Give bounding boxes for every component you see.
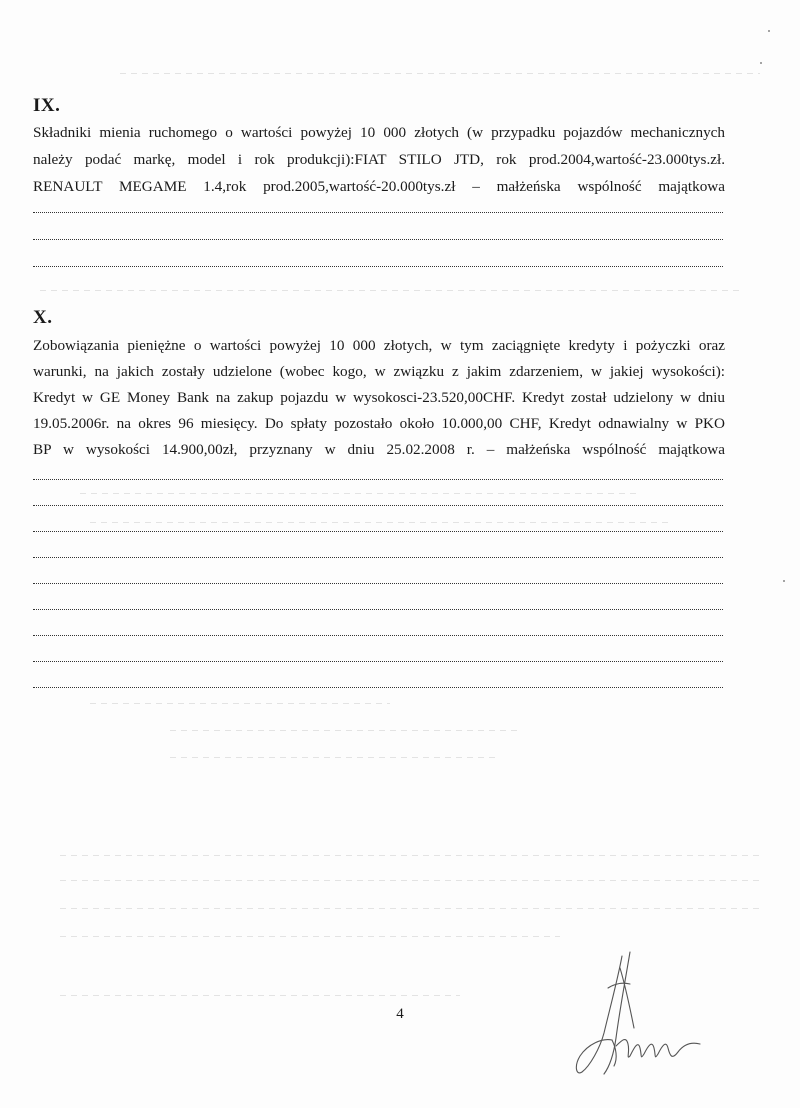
bleed-through-line: [90, 522, 670, 523]
bleed-through-line: [120, 73, 760, 74]
dotted-fill-line: [33, 211, 723, 213]
scan-speck: [760, 62, 762, 64]
section-x-line: Kredyt w GE Money Bank na zakup pojazdu w wysokosci-23.520,00CHF. Kredyt został udzielony w dniu: [33, 389, 725, 406]
section-x-heading: X.: [33, 307, 53, 328]
section-x-line: warunki, na jakich zostały udzielone (wobec kogo, w związku z jakim zdarzeniem, w jakiej wysokości):: [33, 363, 725, 380]
bleed-through-line: [170, 730, 520, 731]
dotted-fill-line: [33, 556, 723, 558]
section-x-line: Zobowiązania pieniężne o wartości powyżej 10 000 złotych, w tym zaciągnięte kredyty i pożyczki oraz: [33, 337, 725, 354]
page-number: 4: [396, 1006, 404, 1022]
bleed-through-line: [60, 936, 560, 937]
dotted-fill-line: [33, 582, 723, 584]
dotted-fill-line: [33, 504, 723, 506]
dotted-fill-line: [33, 660, 723, 662]
section-x-line: BP w wysokości 14.900,00zł, przyznany w dniu 25.02.2008 r. – małżeńska wspólność majątkowa: [33, 441, 725, 458]
dotted-fill-line: [33, 265, 723, 267]
dotted-fill-line: [33, 478, 723, 480]
bleed-through-line: [60, 995, 460, 996]
section-ix-line: Składniki mienia ruchomego o wartości powyżej 10 000 złotych (w przypadku pojazdów mechanicznych: [33, 124, 725, 141]
bleed-through-line: [170, 757, 500, 758]
bleed-through-line: [60, 855, 760, 856]
dotted-fill-line: [33, 530, 723, 532]
bleed-through-line: [60, 908, 760, 909]
section-ix-heading: IX.: [33, 95, 61, 116]
dotted-fill-line: [33, 686, 723, 688]
section-ix-line: RENAULT MEGAME 1.4,rok prod.2005,wartość-20.000tys.zł – małżeńska wspólność majątkowa: [33, 178, 725, 195]
bleed-through-line: [90, 703, 390, 704]
handwritten-signature: [560, 948, 720, 1088]
bleed-through-line: [80, 493, 640, 494]
section-x-line: 19.05.2006r. na okres 96 miesięcy. Do spłaty pozostało około 10.000,00 CHF, Kredyt odnawialny w PKO: [33, 415, 725, 432]
section-ix-line: należy podać markę, model i rok produkcji):FIAT STILO JTD, rok prod.2004,wartość-23.000tys.zł.: [33, 151, 725, 168]
dotted-fill-line: [33, 238, 723, 240]
bleed-through-line: [40, 290, 740, 291]
scan-speck: [768, 30, 770, 32]
dotted-fill-line: [33, 608, 723, 610]
bleed-through-line: [60, 880, 760, 881]
dotted-fill-line: [33, 634, 723, 636]
scan-speck: [783, 580, 785, 582]
